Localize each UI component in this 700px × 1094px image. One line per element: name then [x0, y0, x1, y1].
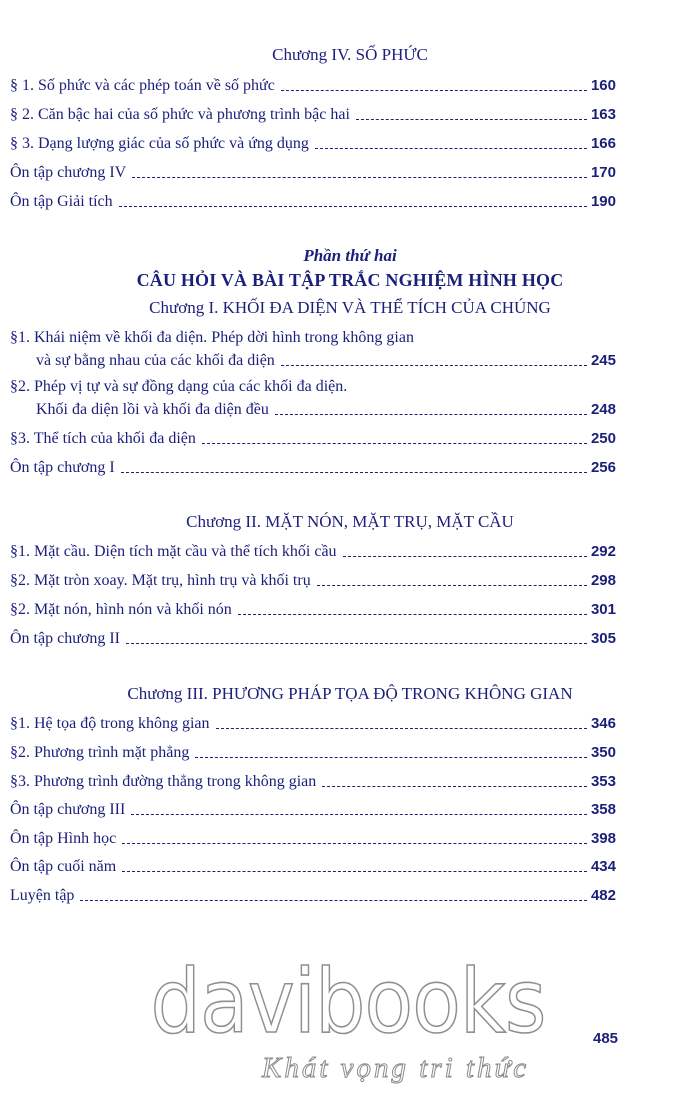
toc-entry: [10, 74, 616, 96]
toc-entry-page: 245: [590, 352, 616, 369]
toc-entry: [10, 456, 616, 478]
dot-leader: [121, 472, 587, 473]
toc-entry-label: §1. Mặt cầu. Diện tích mặt cầu và thể tích khối cầu: [10, 543, 337, 560]
toc-entry-label: Luyện tập: [10, 887, 75, 904]
watermark-tagline: Khát vọng tri thức: [262, 1052, 530, 1084]
dot-leader: [317, 585, 587, 586]
toc-entry: [10, 569, 616, 591]
chapter-i-title: Chương I. KHỐI ĐA DIỆN VÀ THỂ TÍCH CỦA CHÚNG: [149, 298, 551, 317]
dot-leader: [322, 786, 587, 787]
dot-leader: [275, 414, 587, 415]
dot-leader: [122, 871, 587, 872]
toc-entry-label: Ôn tập chương II: [10, 630, 120, 647]
toc-entry-label: §1. Hệ tọa độ trong không gian: [10, 715, 210, 732]
toc-entry-label: Ôn tập chương III: [10, 801, 126, 818]
dot-leader: [281, 90, 587, 91]
toc-entry-page: 434: [590, 858, 616, 875]
toc-entry: [10, 712, 616, 734]
toc-entry-page: 170: [590, 164, 616, 181]
toc-entry-label: §2. Phương trình mặt phẳng: [10, 744, 190, 761]
toc-entry: [10, 741, 616, 763]
dot-leader: [195, 757, 587, 758]
part-two-label: Phần thứ hai: [303, 246, 397, 265]
part-two-title: CÂU HỎI VÀ BÀI TẬP TRẮC NGHIỆM HÌNH HỌC: [136, 270, 564, 290]
toc-entry-page: 190: [590, 193, 616, 210]
toc-entry-label: § 2. Căn bậc hai của số phức và phương trình bậc hai: [10, 106, 350, 123]
toc-entry-label: Ôn tập cuối năm: [10, 858, 117, 875]
toc-entry-label: §2. Mặt nón, hình nón và khối nón: [10, 601, 232, 618]
toc-entry-page: 398: [590, 830, 616, 847]
toc-entry: [36, 398, 616, 420]
toc-entry-page: 160: [590, 77, 616, 94]
dot-leader: [356, 119, 587, 120]
toc-entry: [10, 540, 616, 562]
toc-entry-label: §3. Thể tích của khối đa diện: [10, 430, 196, 447]
dot-leader: [281, 365, 587, 366]
toc-entry-page: 301: [590, 601, 616, 618]
chapter-iii-title: Chương III. PHƯƠNG PHÁP TỌA ĐỘ TRONG KHÔNG GIAN: [127, 684, 573, 703]
toc-entry-label: §2. Mặt tròn xoay. Mặt trụ, hình trụ và khối trụ: [10, 572, 311, 589]
dot-leader: [131, 814, 587, 815]
toc-entry-page: 250: [590, 430, 616, 447]
toc-entry: [10, 884, 616, 906]
dot-leader: [315, 148, 587, 149]
toc-entry-label: § 3. Dạng lượng giác của số phức và ứng dụng: [10, 135, 309, 152]
dot-leader: [343, 556, 587, 557]
toc-entry: [10, 190, 616, 212]
toc-entry-label-line2: Khối đa diện lồi và khối đa diện đều: [36, 401, 269, 418]
toc-entry-page: 346: [590, 715, 616, 732]
toc-entry-page: 248: [590, 401, 616, 418]
toc-entry: [10, 161, 616, 183]
toc-entry-label-line2: và sự bằng nhau của các khối đa diện: [36, 352, 275, 369]
toc-entry-page: 353: [590, 773, 616, 790]
toc-entry: [36, 349, 616, 371]
toc-entry: [10, 598, 616, 620]
dot-leader: [216, 728, 587, 729]
toc-entry: [10, 427, 616, 449]
toc-entry-page: 350: [590, 744, 616, 761]
toc-entry-label: § 1. Số phức và các phép toán về số phức: [10, 77, 275, 94]
toc-entry-page: 292: [590, 543, 616, 560]
toc-entry-label: §3. Phương trình đường thẳng trong không gian: [10, 773, 317, 790]
watermark-logo: [148, 958, 548, 1048]
toc-entry-label: Ôn tập Giải tích: [10, 193, 113, 210]
toc-entry-page: 305: [590, 630, 616, 647]
toc-entry-page: 358: [590, 801, 616, 818]
toc-entry: [10, 855, 616, 877]
toc-entry-label-line1: §1. Khái niệm về khối đa diện. Phép dời hình trong không gian: [10, 329, 414, 346]
dot-leader: [80, 900, 587, 901]
chapter-iv-title: Chương IV. SỐ PHỨC: [272, 45, 428, 64]
dot-leader: [122, 843, 587, 844]
toc-entry-page: 482: [590, 887, 616, 904]
toc-entry: [10, 770, 616, 792]
dot-leader: [119, 206, 587, 207]
toc-entry-page: 256: [590, 459, 616, 476]
toc-entry: [10, 627, 616, 649]
toc-entry: [10, 827, 616, 849]
chapter-ii-title: Chương II. MẶT NÓN, MẶT TRỤ, MẶT CẦU: [186, 512, 514, 531]
dot-leader: [202, 443, 587, 444]
dot-leader: [132, 177, 587, 178]
toc-entry-label: Ôn tập Hình học: [10, 830, 117, 847]
toc-entry: [10, 103, 616, 125]
dot-leader: [238, 614, 587, 615]
toc-entry-page: 166: [590, 135, 616, 152]
watermark-brand: davibooks: [150, 958, 546, 1048]
toc-entry-label-line1: §2. Phép vị tự và sự đồng dạng của các khối đa diện.: [10, 378, 348, 395]
toc-entry-page: 163: [590, 106, 616, 123]
toc-entry-label: Ôn tập chương IV: [10, 164, 127, 181]
toc-entry-page: 298: [590, 572, 616, 589]
dot-leader: [126, 643, 587, 644]
footer-page-number: 485: [593, 1030, 619, 1047]
toc-entry: [10, 798, 616, 820]
toc-entry-label: Ôn tập chương I: [10, 459, 115, 476]
toc-entry: [10, 132, 616, 154]
